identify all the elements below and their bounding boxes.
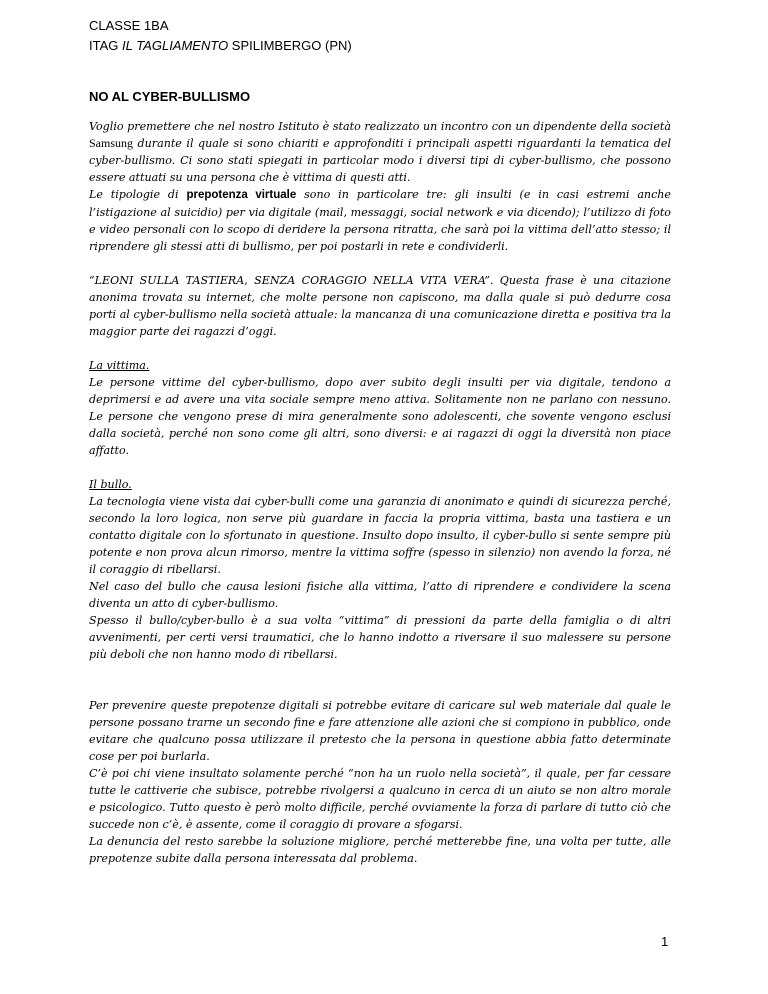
victim-heading: La vittima. — [89, 359, 150, 372]
document-body — [89, 118, 671, 867]
bully-paragraph-3: Spesso il bullo/cyber-bullo è a sua volta “vittima” di pressioni da parte della famiglia o di altri avvenimenti, per certi versi traumatici, che lo hanno indotto a riversare il suo malessere su persone più deboli che non hanno modo di ribellarsi. — [89, 614, 671, 661]
quote-paragraph: “LEONI SULLA TASTIERA, SENZA CORAGGIO NELLA VITA VERA”. Questa frase è una citazione anonima trovata su internet, che molte persone non capiscono, ma dalla quale si può dedurre cosa porti al cyber-bullismo nella società attuale: la mancanza di una comunicazione diretta e positiva tra la maggior parte dei ragazzi d’oggi. — [89, 274, 671, 338]
intro-paragraph-1: Voglio premettere che nel nostro Istituto è stato realizzato un incontro con un dipendente della società Samsung durante il quale si sono chiariti e approfonditi i principali aspetti riguardanti la tematica del cyber-bullismo. Ci sono stati spiegati in particolar modo i diversi tipi di cyber-bullismo, che possono essere attuati su una persona che è vittima di questi atti. — [89, 120, 671, 184]
class-label: CLASSE 1BA — [89, 18, 169, 33]
page-number: 1 — [661, 934, 669, 949]
brand-name: Samsung — [89, 136, 134, 150]
bully-heading: Il bullo. — [89, 478, 132, 491]
prevention-paragraph-1: Per prevenire queste prepotenze digitali si potrebbe evitare di caricare sul web materiale dal quale le persone possano trarne un secondo fine e fare attenzione alle azioni che si compiono in pubblico, onde evitare che qualcuno possa utilizzare il pretesto che la persona in questione abbia fatto determinate cose per poi burlarla. — [89, 699, 671, 763]
intro-paragraph-2: Le tipologie di prepotenza virtuale sono in particolare tre: gli insulti (e in casi estremi anche l’istigazione al suicidio) per via digitale (mail, messaggi, social network e via dicendo); l’utilizzo di foto e video personali con lo scopo di deridere la persona ritratta, che sarà poi la vittima dell’atto stesso; il riprendere gli stessi atti di bullismo, per poi postarli in rete e condividerli. — [89, 188, 672, 253]
document-title: NO AL CYBER-BULLISMO — [89, 89, 251, 104]
bully-paragraph-2: Nel caso del bullo che causa lesioni fisiche alla vittima, l’atto di riprendere e condividere la scena diventa un atto di cyber-bullismo. — [89, 580, 671, 610]
school-location: SPILIMBERGO (PN) — [228, 38, 352, 53]
prevention-paragraph-3: La denuncia del resto sarebbe la soluzione migliore, perché metterebbe fine, una volta per tutte, alle prepotenze subite dalla persona interessata dal problema. — [89, 835, 671, 865]
school-label — [89, 36, 352, 56]
bully-paragraph-1: La tecnologia viene vista dai cyber-bulli come una garanzia di anonimato e quindi di sicurezza perché, secondo la loro logica, non serve più guardare in faccia la propria vittima, basta una tastiera e un contatto digitale con lo sfortunato in questione. Insulto dopo insulto, il cyber-bullo si sente sempre più potente e non prova alcun rimorso, mentre la vittima soffre (spesso in silenzio) non avendo la forza, né il coraggio di ribellarsi. — [89, 495, 671, 576]
school-prefix: ITAG — [89, 38, 122, 53]
prevention-paragraph-2: C’è poi chi viene insultato solamente perché “non ha un ruolo nella società”, il quale, per far cessare tutte le cattiverie che subisce, potrebbe rivolgersi a qualcuno in cerca di un aiuto se non altro morale e psicologico. Tutto questo è però molto difficile, perché ovviamente la forza di parlare di tutto ciò che succede non c’è, è assente, come il coraggio di provare a sfogarsi. — [89, 767, 671, 831]
highlighted-term: prepotenza virtuale — [186, 189, 297, 201]
victim-paragraph: Le persone vittime del cyber-bullismo, dopo aver subito degli insulti per via digitale, tendono a deprimersi e ad avere una vita sociale sempre meno attiva. Solitamente non ne parlano con nessuno. Le persone che vengono prese di mira generalmente sono adolescenti, che sovente vengono esclusi dalla società, perché non sono come gli altri, sono diversi: e ai ragazzi di oggi la diversità non piace affatto. — [89, 376, 671, 457]
school-name: IL TAGLIAMENTO — [121, 38, 229, 53]
document-header — [89, 16, 352, 56]
